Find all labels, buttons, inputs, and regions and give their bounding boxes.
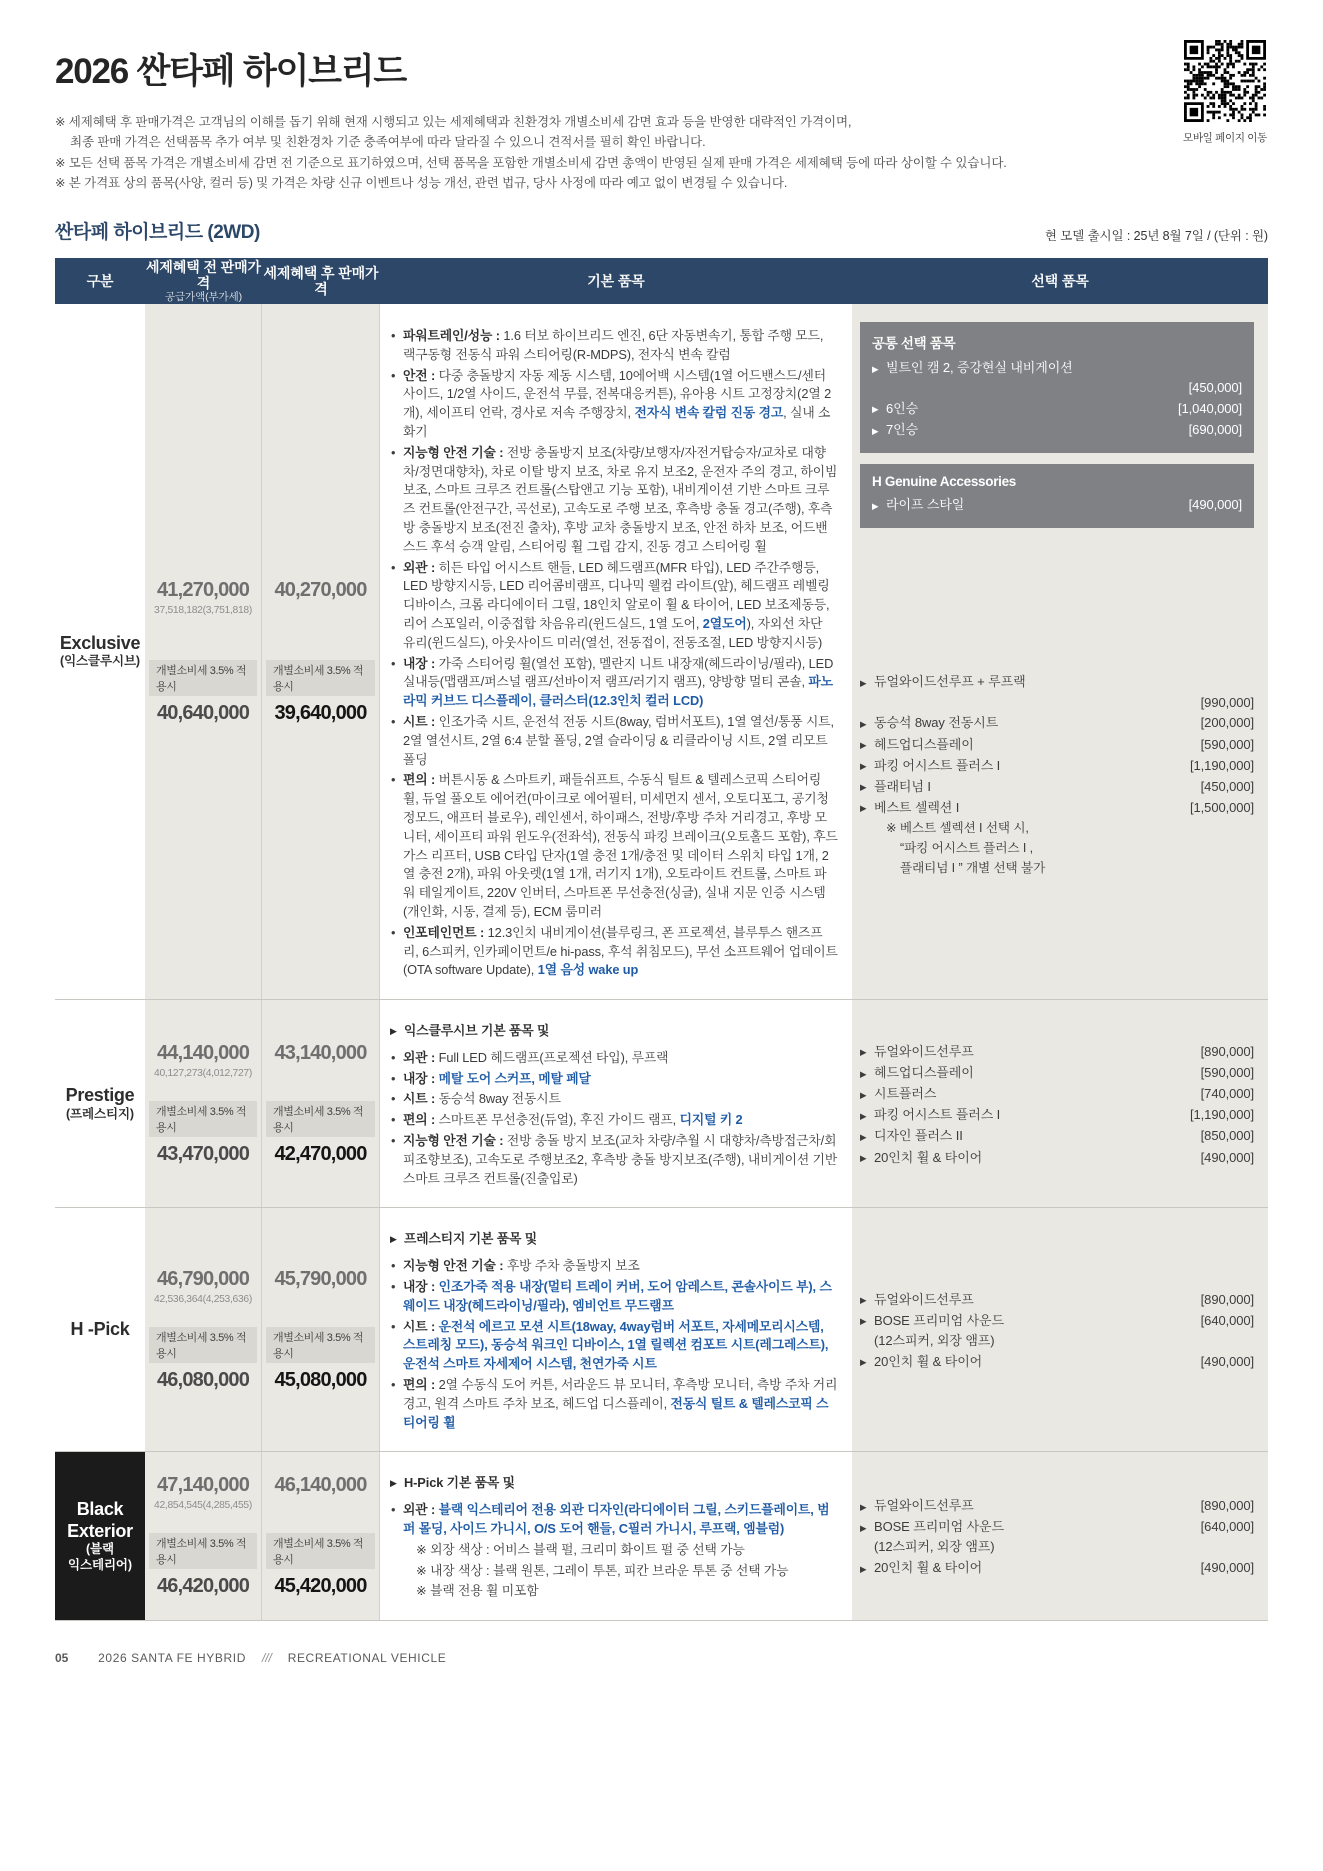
arrow-icon: ▶ (860, 1295, 867, 1306)
feature-text: 스마트폰 무선충전(듀얼), 후진 가이드 램프, (438, 1112, 680, 1128)
feature-category-label: 시트 : (403, 1091, 439, 1107)
feature-text: ), 자외선 차단 유리(윈드실드), 아웃사이드 미러(열선, 전동접이, 전동조절, LED 방향지시등) (403, 615, 823, 650)
tax-applied-price: 42,470,000 (274, 1142, 367, 1165)
options-cell (852, 1208, 1268, 1451)
price-before-cell (145, 304, 262, 999)
base-group-heading (390, 1230, 838, 1249)
tax-applied-price: 40,640,000 (156, 701, 250, 724)
option-item (872, 495, 1242, 515)
feature-category-label: 지능형 안전 기술 : (403, 1133, 507, 1149)
base-feature-item (390, 1257, 838, 1276)
option-label: 20인치 휠 & 타이어 (874, 1560, 983, 1576)
base-feature-item (390, 327, 838, 365)
price-after-cell (262, 1452, 380, 1620)
option-price: [450,000] (1200, 778, 1254, 794)
option-price: [490,000] (1188, 497, 1242, 513)
arrow-icon: ▶ (860, 1089, 867, 1100)
option-sublabel: (12스피커, 외장 앰프) (874, 1539, 995, 1555)
section-bar (55, 217, 1268, 244)
price-after-cell (262, 1000, 380, 1207)
arrow-icon: ▶ (860, 803, 867, 814)
trim-name: Exterior (67, 1520, 133, 1541)
price-supply-detail: 42,854,545(4,285,455) (154, 1500, 252, 1512)
options-note: “파킹 어시스트 플러스 I , (900, 840, 1034, 855)
base-note-line: ※ 내장 색상 : 블랙 원톤, 그레이 투톤, 피칸 브라운 투톤 중 선택 가능 (416, 1562, 789, 1578)
option-price: [590,000] (1200, 1065, 1254, 1080)
page-header (0, 0, 1323, 193)
base-items-cell (380, 1208, 852, 1451)
option-item (860, 1311, 1254, 1351)
option-label: 7인승 (886, 422, 919, 438)
base-group-heading-text: H-Pick 기본 품목 및 (404, 1475, 515, 1491)
option-price: [890,000] (1200, 1291, 1254, 1307)
feature-category-label: 외관 : (403, 559, 439, 575)
feature-text: Full LED 헤드램프(프로젝션 타입), 루프랙 (438, 1049, 669, 1065)
bullet-icon: • (391, 655, 396, 671)
trim-cell (55, 1452, 145, 1620)
option-label: 파킹 어시스트 플러스 I (874, 757, 1001, 773)
base-feature-item (390, 1132, 838, 1188)
base-feature-item (390, 1376, 838, 1432)
table-row (55, 1208, 1268, 1452)
arrow-icon: ▶ (860, 1153, 867, 1164)
option-label: 플래티넘 I (874, 778, 931, 794)
bullet-icon: • (391, 1258, 396, 1274)
feature-text: 후방 주차 충돌방지 보조 (506, 1258, 640, 1274)
page-footer (55, 1651, 1268, 1665)
base-note-line: ※ 외장 색상 : 어비스 블랙 펄, 크리미 화이트 펄 중 선택 가능 (416, 1541, 745, 1557)
options-box-title: H Genuine Accessories (872, 474, 1017, 490)
option-price: [990,000] (1200, 694, 1254, 710)
trim-name: Exclusive (59, 633, 141, 654)
tax-rate-badge: 개별소비세 3.5% 적용시 (149, 1533, 257, 1569)
header-col-base-items: 기본 품목 (587, 272, 645, 289)
base-feature-item (390, 1278, 838, 1316)
feature-category-label: 내장 : (403, 1279, 439, 1295)
option-price: [1,190,000] (1190, 1107, 1254, 1123)
option-item (860, 672, 1254, 712)
qr-label: 모바일 페이지 이동 (1183, 132, 1267, 144)
option-price: [890,000] (1200, 1498, 1254, 1514)
feature-category-label: 인포테인먼트 : (403, 924, 488, 940)
option-price: [690,000] (1188, 422, 1242, 438)
disclaimer-line: ※ 모든 선택 품목 가격은 개별소비세 감면 전 기준으로 표기하였으며, 선택 품목을 포함한 개별소비세 감면 총액이 반영된 실제 판매 가격은 세제혜택 등에 따라 상이할 수 있습니다. (55, 155, 1007, 170)
feature-text: 버튼시동 & 스마트키, 패들쉬프트, 수동식 틸트 & 텔레스코픽 스티어링 휠, 듀얼 풀오토 에어컨(마이크로 에어필터, 미세먼지 센서, 오토디포그, 공기청정모드, 애프터 블로우), 레인센서, 하이패스, 전방/후방 주차 거리경고, 후방 모니터, 세이프티 파워 윈도우(전좌석), 전동식 파킹 브레이크(오토홀드 포함), 후드 가스 리프터, USB C타입 단자(1열 충전 1개/충전 및 데이터 스위치 타입 1개, 2열 충전 2개), 파워 아웃렛(1열 1개, 러기지 1개), 오토라이트 컨트롤, 스마트 파워 테일게이트, 220V 인버터, 스마트폰 무선충전(싱글), 실내 지문 인증 시스템(개인화, 시동, 결제 등), ECM 룸미러 (403, 772, 838, 919)
release-info: 현 모델 출시일 : 25년 8월 7일 / (단위 : 원) (1044, 229, 1268, 243)
disclaimer-line: 최종 판매 가격은 선택품목 추가 여부 및 친환경차 기준 충족여부에 따라 달라질 수 있으니 견적서를 필히 확인 바랍니다. (70, 135, 706, 150)
feature-text: 가죽 스티어링 휠(열선 포함), 멜란지 니트 내장재(헤드라이닝/필라), LED실내등(맵램프/퍼스널 램프/선바이저 램프/러기지 램프), 양방향 멀티 콘솔, (403, 655, 834, 690)
option-price: [490,000] (1200, 1560, 1254, 1576)
arrow-icon: ▶ (860, 1522, 867, 1533)
qr-block (1182, 40, 1268, 145)
option-item (872, 399, 1242, 419)
base-items-cell (380, 304, 852, 999)
base-group-heading (390, 1022, 838, 1041)
footer-page-number: 05 (55, 1651, 69, 1666)
feature-text: 인조가죽 시트, 운전석 전동 시트(8way, 럼버서포트), 1열 열선/통풍 시트, 2열 열선시트, 2열 6:4 분할 폴딩, 2열 슬라이딩 & 리클라이닝 시트, 2열 리모트 폴딩 (403, 713, 834, 767)
table-row (55, 1000, 1268, 1208)
feature-category-label: 편의 : (403, 1377, 439, 1393)
option-item (872, 358, 1242, 398)
price-before-value: 46,790,000 (156, 1267, 250, 1290)
highlighted-feature-text: 메탈 도어 스커프, 메탈 페달 (438, 1070, 591, 1086)
price-after-value: 45,790,000 (274, 1267, 367, 1290)
arrow-icon: ▶ (872, 363, 879, 374)
feature-text: , 실내 소화기 (403, 405, 831, 439)
tax-rate-badge: 개별소비세 3.5% 적용시 (266, 1327, 375, 1363)
footer-model-name: 2026 SANTA FE HYBRID (98, 1651, 246, 1666)
feature-category-label: 외관 : (403, 1049, 439, 1065)
option-item (860, 735, 1254, 755)
arrow-icon: ▶ (872, 500, 879, 511)
feature-category-label: 지능형 안전 기술 : (403, 1258, 507, 1274)
arrow-icon: ▶ (860, 761, 867, 772)
base-feature-item (390, 367, 838, 442)
header-col-category: 구분 (86, 272, 114, 289)
tax-applied-price: 45,080,000 (274, 1368, 367, 1391)
option-item (860, 1063, 1254, 1083)
price-before-cell (145, 1000, 262, 1207)
tax-applied-price: 46,420,000 (156, 1575, 250, 1598)
option-label: 동승석 8way 전동시트 (874, 715, 999, 731)
option-item (860, 777, 1254, 797)
feature-text: 히든 타입 어시스트 핸들, LED 헤드램프(MFR 타입), LED 주간주행등, LED 방향지시등, LED 리어콤비램프, 디나믹 웰컴 라이트(앞), 헤드램프 레벨링 디바이스, 크롬 라디에이터 그릴, 18인치 알로이 휠 & 타이어, LED 보조제동등, 리어 스포일러, 이중접합 차음유리(윈드실드, 1열 도어, (403, 559, 830, 631)
disclaimer-line: ※ 세제혜택 후 판매가격은 고객님의 이해를 돕기 위해 현재 시행되고 있는 세제혜택과 친환경차 개별소비세 감면 효과 등을 반영한 대략적인 가격이며, (55, 115, 852, 129)
table-header-row (55, 258, 1268, 304)
base-note-line: ※ 블랙 전용 휠 미포함 (416, 1583, 539, 1599)
options-list (860, 1289, 1254, 1373)
trim-name: Prestige (65, 1085, 135, 1106)
trim-subtitle: (프레스티지) (65, 1106, 134, 1121)
footer-category: RECREATIONAL VEHICLE (287, 1651, 447, 1666)
price-after-value: 46,140,000 (274, 1474, 367, 1497)
base-items-cell (380, 1000, 852, 1207)
option-price: [640,000] (1200, 1312, 1254, 1328)
disclaimer-line: ※ 본 가격표 상의 품목(사양, 컬러 등) 및 가격은 차량 신규 이벤트나 성능 개선, 관련 법규, 당사 사정에 따라 예고 없이 변경될 수 있습니다. (55, 175, 788, 190)
bullet-icon: • (391, 924, 396, 940)
feature-category-label: 시트 : (403, 1318, 439, 1334)
trim-cell (55, 1208, 145, 1451)
highlighted-feature-text: 블랙 익스테리어 전용 외관 디자인(라디에이터 그릴, 스키드플레이트, 범퍼 몰딩, 사이드 가니시, O/S 도어 핸들, C필러 가니시, 루프랙, 엠블럼) (403, 1502, 830, 1537)
feature-category-label: 파워트레인/성능 : (403, 328, 504, 343)
base-feature-item (390, 1501, 838, 1539)
arrow-icon: ▶ (860, 1110, 867, 1121)
bullet-icon: • (391, 1502, 396, 1518)
option-item (860, 713, 1254, 733)
option-item (860, 1311, 1254, 1331)
arrow-icon: ▶ (860, 1047, 867, 1058)
price-before-cell (145, 1208, 262, 1451)
options-note: 플래티넘 I ” 개별 선택 불가 (900, 860, 1046, 875)
option-price: [490,000] (1200, 1149, 1254, 1165)
price-supply-detail: 40,127,273(4,012,727) (154, 1067, 252, 1079)
price-before-value: 41,270,000 (156, 578, 250, 601)
option-item (860, 1084, 1254, 1104)
arrow-icon: ▶ (860, 718, 867, 729)
table-row (55, 304, 1268, 1000)
arrow-icon: ▶ (860, 677, 867, 688)
options-cell (852, 304, 1268, 999)
option-price: [1,500,000] (1190, 799, 1254, 815)
common-options-box (860, 322, 1254, 453)
feature-category-label: 내장 : (403, 655, 439, 671)
price-after-cell (262, 1208, 380, 1451)
highlighted-feature-text: 전자식 변속 칼럼 진동 경고 (634, 405, 784, 421)
option-label: 듀얼와이드선루프 (874, 1043, 974, 1059)
tax-applied-price: 43,470,000 (156, 1142, 250, 1165)
option-price: [740,000] (1200, 1086, 1254, 1102)
base-items-cell (380, 1452, 852, 1620)
option-label: BOSE 프리미엄 사운드 (874, 1519, 1004, 1535)
price-after-value: 40,270,000 (274, 578, 367, 601)
price-before-value: 44,140,000 (156, 1041, 250, 1064)
feature-text: 12.3인치 내비게이션(블루링크, 폰 프로젝션, 블루투스 핸즈프리, 6스피커, 인카페이먼트/e hi-pass, 후석 취침모드), 무선 소프트웨어 업데이트(OTA software Update), (403, 924, 838, 978)
price-supply-detail: 37,518,182(3,751,818) (154, 604, 252, 616)
option-item (872, 420, 1242, 440)
options-cell (852, 1452, 1268, 1620)
option-price: [590,000] (1200, 736, 1254, 752)
option-price: [450,000] (1188, 380, 1242, 396)
option-price: [200,000] (1200, 715, 1254, 731)
tax-applied-price: 45,420,000 (274, 1575, 367, 1598)
bullet-icon: • (391, 1091, 396, 1107)
arrow-icon: ▶ (872, 404, 879, 415)
arrow-icon: ▶ (860, 1316, 867, 1327)
option-label: 6인승 (886, 400, 919, 416)
options-list (860, 1495, 1254, 1579)
trim-name: H -Pick (70, 1319, 130, 1340)
option-item (860, 798, 1254, 818)
bullet-icon: • (391, 1377, 396, 1393)
option-price: [890,000] (1200, 1043, 1254, 1059)
bullet-icon: • (391, 1279, 396, 1295)
bullet-icon: • (391, 444, 396, 460)
feature-category-label: 시트 : (403, 713, 439, 729)
highlighted-feature-text: 인조가죽 적용 내장(멀티 트레이 커버, 도어 암레스트, 콘솔사이드 부), 스웨이드 내장(헤드라이닝/필라), 엠비언트 무드램프 (403, 1279, 832, 1313)
base-group-heading (390, 1474, 838, 1493)
options-box-title: 공통 선택 품목 (872, 336, 956, 351)
feature-category-label: 내장 : (403, 1070, 439, 1086)
option-label-row (860, 672, 1254, 692)
bullet-icon: • (391, 1318, 396, 1334)
base-feature-item (390, 444, 838, 557)
option-item (860, 1126, 1254, 1146)
base-feature-item (390, 1111, 838, 1130)
feature-category-label: 지능형 안전 기술 : (403, 444, 507, 460)
option-item (860, 1105, 1254, 1125)
header-col-price-before-sub: 공급가액(부가세) (164, 291, 243, 304)
bullet-icon: • (391, 328, 396, 343)
option-item (860, 756, 1254, 776)
page-title: 2026 싼타페 하이브리드 (55, 52, 406, 91)
option-item (860, 1517, 1254, 1537)
base-feature-item (390, 713, 838, 769)
option-label: 헤드업디스플레이 (874, 1065, 974, 1080)
highlighted-feature-text: 파노라믹 커브드 디스플레이, 클러스터(12.3인치 컬러 LCD) (403, 674, 833, 709)
option-label: 빌트인 캠 2, 증강현실 내비게이션 (886, 360, 1073, 375)
options-cell (852, 1000, 1268, 1207)
trim-name: Black (76, 1499, 124, 1520)
bullet-icon: • (391, 1049, 396, 1065)
price-after-value: 43,140,000 (274, 1041, 367, 1064)
option-label: 파킹 어시스트 플러스 I (874, 1107, 1001, 1123)
common-options-box (860, 464, 1254, 528)
table-row (55, 1452, 1268, 1621)
highlighted-feature-text: 1열 음성 wake up (537, 962, 639, 978)
base-group-heading-text: 프레스티지 기본 품목 및 (404, 1231, 537, 1247)
option-price: [640,000] (1200, 1519, 1254, 1535)
option-item (860, 1290, 1254, 1310)
highlighted-feature-text: 전동식 틸트 & 텔레스코픽 스티어링 휠 (403, 1395, 829, 1430)
options-list (860, 671, 1254, 877)
arrow-icon: ▶ (390, 1477, 397, 1488)
arrow-icon: ▶ (860, 782, 867, 793)
option-label: 라이프 스타일 (886, 497, 965, 513)
tax-rate-badge: 개별소비세 3.5% 적용시 (266, 1533, 375, 1569)
option-item (860, 1148, 1254, 1168)
qr-code-icon (1184, 40, 1266, 122)
base-feature-item (390, 559, 838, 653)
trim-subtitle: (블랙 (85, 1541, 114, 1556)
option-label: 20인치 휠 & 타이어 (874, 1149, 983, 1165)
price-table-body (55, 304, 1268, 1621)
price-before-cell (145, 1452, 262, 1620)
footer-divider: /// (261, 1651, 272, 1666)
option-item (860, 1496, 1254, 1516)
arrow-icon: ▶ (860, 1357, 867, 1368)
price-before-value: 47,140,000 (156, 1474, 250, 1497)
feature-category-label: 안전 : (403, 367, 439, 383)
option-label: BOSE 프리미엄 사운드 (874, 1312, 1004, 1328)
arrow-icon: ▶ (860, 1068, 867, 1079)
option-label: 듀얼와이드선루프 + 루프랙 (874, 674, 1026, 690)
arrow-icon: ▶ (860, 1501, 867, 1512)
option-label: 듀얼와이드선루프 (874, 1498, 974, 1514)
highlighted-feature-text: 디지털 키 2 (679, 1112, 743, 1128)
base-feature-item (390, 1070, 838, 1089)
option-label: 20인치 휠 & 타이어 (874, 1353, 983, 1369)
option-price: [1,040,000] (1178, 400, 1242, 416)
option-label-row (872, 358, 1242, 378)
tax-rate-badge: 개별소비세 3.5% 적용시 (149, 660, 257, 696)
trim-cell (55, 1000, 145, 1207)
bullet-icon: • (391, 367, 396, 383)
feature-text: 다중 충돌방지 자동 제동 시스템, 10에어백 시스템(1열 어드밴스드/센터사이드, 1/2열 사이드, 운전석 무릎, 전복대응커튼), 유아용 시트 고정장치(2열 2개), 세이프티 언락, 경사로 저속 주행장치, (403, 367, 832, 421)
bullet-icon: • (391, 1112, 396, 1128)
bullet-icon: • (391, 1133, 396, 1149)
bullet-icon: • (391, 1070, 396, 1086)
feature-text: 전방 충돌방지 보조(차량/보행자/자전거탑승자/교차로 대향차/정면대향차), 차로 이탈 방지 보조, 차로 유지 보조2, 운전자 주의 경고, 하이빔 보조, 스마트 크루즈 컨트롤(스탑앤고 기능 포함), 내비게이션 기반 스마트 크루즈 컨트롤(안전구간, 곡선로), 고속도로 주행 보조, 후측방 충돌 경고(주행), 후측방 충돌방지 보조(전진 출차), 후방 교차 충돌방지 보조, 안전 하차 보조, 어드밴스드 후석 승객 알림, 스티어링 휠 그립 감지, 진동 경고 스티어링 휠 (403, 444, 838, 554)
option-label: 시트플러스 (874, 1086, 937, 1102)
options-list (860, 1041, 1254, 1169)
arrow-icon: ▶ (390, 1233, 397, 1244)
base-feature-item (390, 1318, 838, 1374)
header-col-price-before (145, 258, 262, 304)
feature-category-label: 외관 : (403, 1502, 439, 1518)
option-sublabel: (12스피커, 외장 앰프) (874, 1333, 995, 1349)
trim-subtitle: 익스테리어) (68, 1557, 132, 1572)
bullet-icon: • (391, 713, 396, 729)
disclaimer-list (55, 112, 1268, 193)
bullet-icon: • (391, 559, 396, 575)
arrow-icon: ▶ (860, 1563, 867, 1574)
option-price: [490,000] (1200, 1353, 1254, 1369)
feature-text: 전방 충돌 방지 보조(교차 차량/추월 시 대향차/측방접근차/회피조향보조), 고속도로 주행보조2, 후측방 충돌 방지보조(주행), 내비게이션 기반 스마트 크루즈 컨트롤(진출입로) (403, 1133, 838, 1186)
option-price: [850,000] (1200, 1128, 1254, 1144)
bullet-icon: • (391, 772, 396, 788)
base-feature-item (390, 1090, 838, 1109)
base-feature-item (390, 1049, 838, 1068)
base-feature-item (390, 771, 838, 921)
options-note: ※ 베스트 셀렉션 I 선택 시, (886, 821, 1029, 836)
base-group-heading-text: 익스클루시브 기본 품목 및 (404, 1023, 550, 1039)
feature-category-label: 편의 : (403, 1112, 439, 1128)
tax-rate-badge: 개별소비세 3.5% 적용시 (149, 1101, 257, 1137)
price-supply-detail: 42,536,364(4,253,636) (154, 1293, 252, 1305)
feature-text: 동승석 8way 전동시트 (438, 1091, 561, 1107)
tax-rate-badge: 개별소비세 3.5% 적용시 (266, 1101, 375, 1137)
feature-text: 1.6 터보 하이브리드 엔진, 6단 자동변속기, 통합 주행 모드, 랙구동형 전동식 파워 스티어링(R-MDPS), 전자식 변속 칼럼 (403, 328, 824, 362)
option-item (860, 1558, 1254, 1578)
tax-rate-badge: 개별소비세 3.5% 적용시 (149, 1327, 257, 1363)
arrow-icon: ▶ (860, 1131, 867, 1142)
option-label: 베스트 셀렉션 I (874, 799, 960, 815)
arrow-icon: ▶ (860, 740, 867, 751)
option-item (860, 1352, 1254, 1372)
section-title: 싼타페 하이브리드 (2WD) (55, 222, 260, 243)
trim-cell (55, 304, 145, 999)
tax-applied-price: 39,640,000 (274, 701, 367, 724)
header-col-options: 선택 품목 (1031, 272, 1089, 289)
base-feature-item (390, 655, 838, 711)
header-col-price-before-title: 세제혜택 전 판매가격 (146, 258, 261, 291)
trim-subtitle: (익스클루시브) (60, 654, 140, 669)
tax-rate-badge: 개별소비세 3.5% 적용시 (266, 660, 375, 696)
price-after-cell (262, 304, 380, 999)
option-label: 디자인 플러스 II (874, 1128, 963, 1144)
highlighted-feature-text: 운전석 에르고 모션 시트(18way, 4way럼버 서포트, 자세메모리시스템, 스트레칭 모드), 동승석 워크인 디바이스, 1열 릴렉션 컴포트 시트(레그레스트), 운전석 스마트 자세제어 시스템, 천연가죽 시트 (403, 1318, 829, 1372)
option-price: [1,190,000] (1190, 757, 1254, 773)
tax-applied-price: 46,080,000 (156, 1368, 250, 1391)
price-table (55, 258, 1268, 1621)
feature-category-label: 편의 : (403, 772, 439, 788)
option-item (860, 1517, 1254, 1557)
option-label: 헤드업디스플레이 (874, 736, 974, 752)
header-col-price-after: 세제혜택 후 판매가격 (263, 264, 379, 297)
arrow-icon: ▶ (872, 425, 879, 436)
arrow-icon: ▶ (390, 1025, 397, 1036)
base-feature-item (390, 924, 838, 980)
highlighted-feature-text: 2열도어 (702, 615, 747, 631)
option-item (860, 1042, 1254, 1062)
option-label: 듀얼와이드선루프 (874, 1291, 974, 1307)
feature-text: 2열 수동식 도어 커튼, 서라운드 뷰 모니터, 후측방 모니터, 측방 주차 거리 경고, 원격 스마트 주차 보조, 헤드업 디스플레이, (403, 1377, 838, 1411)
